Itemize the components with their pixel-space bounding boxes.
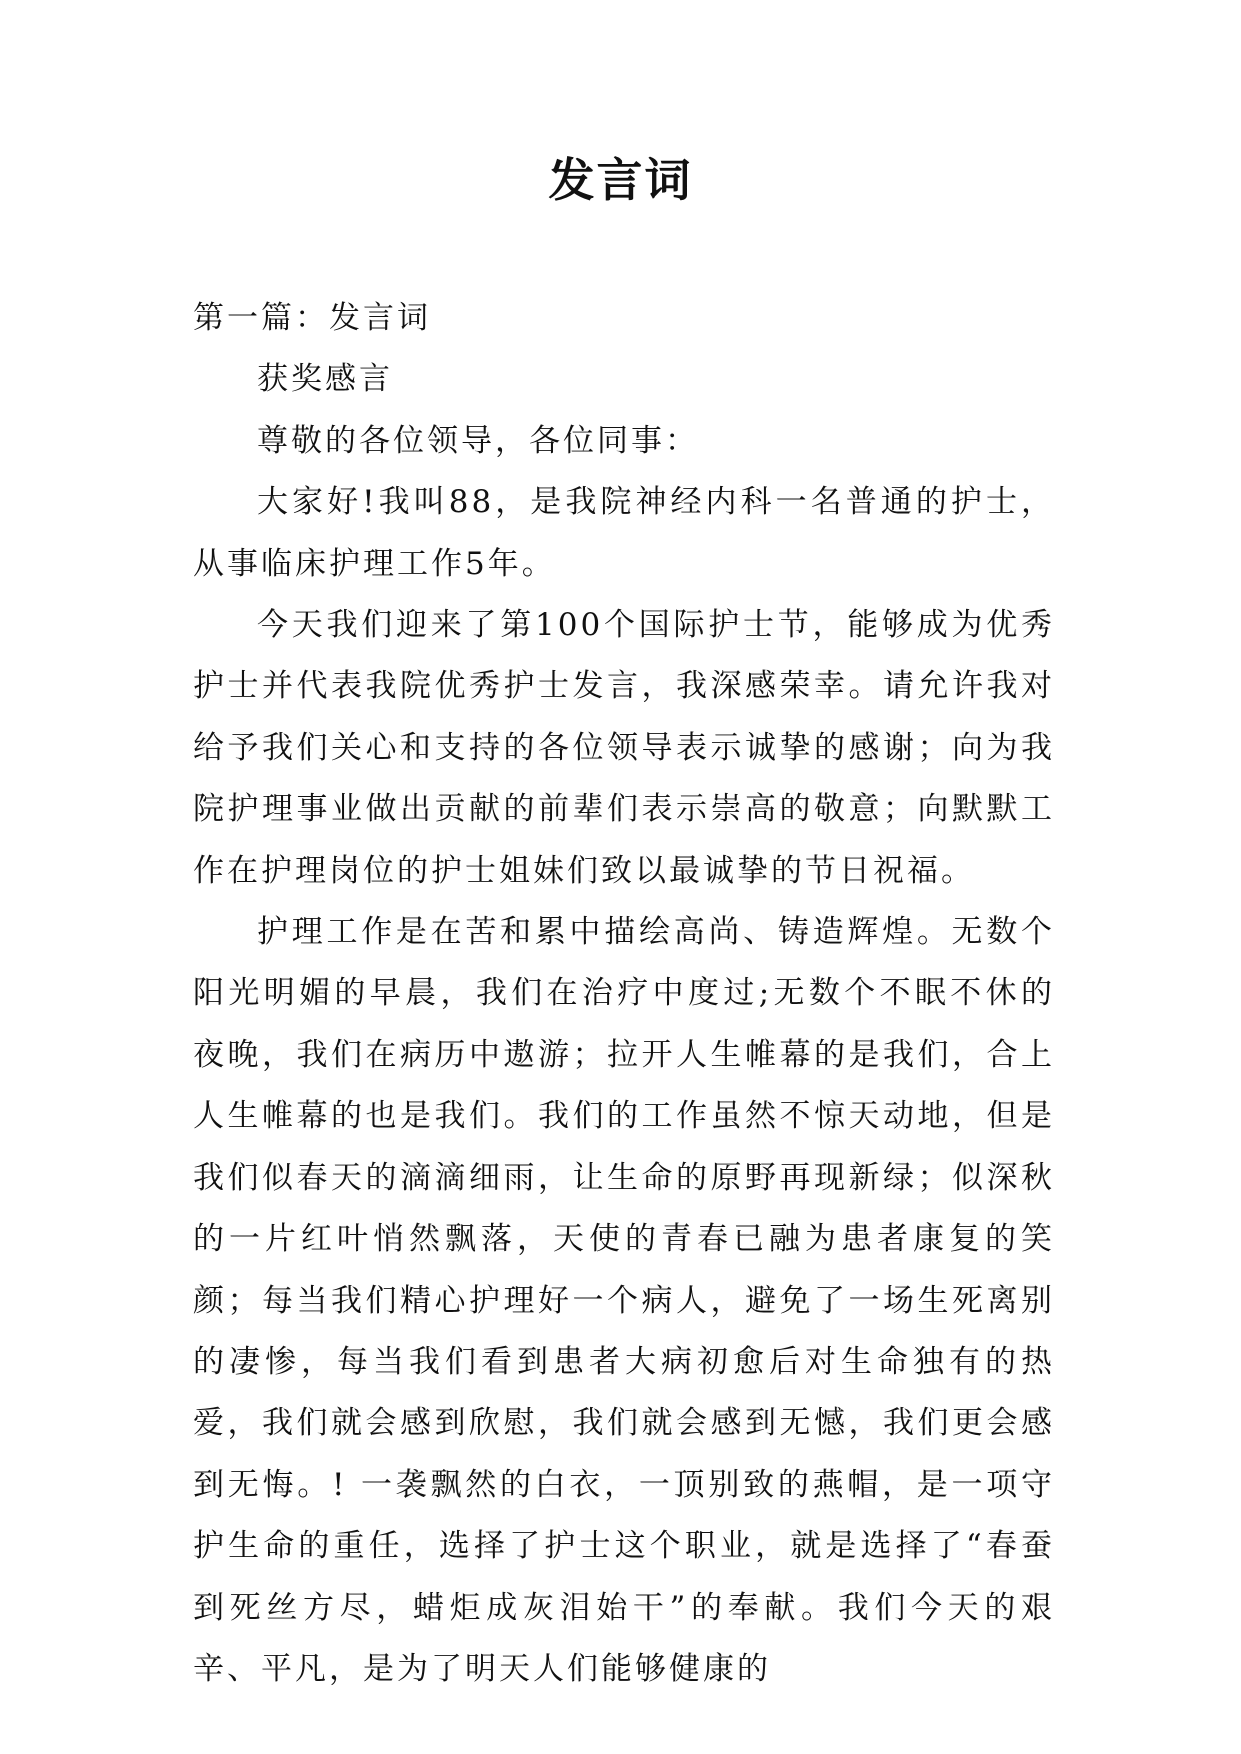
paragraph-nursing-work: 护理工作是在苦和累中描绘高尚、铸造辉煌。无数个阳光明媚的早晨，我们在治疗中度过;无数个不眠不休的夜晚，我们在病历中遨游；拉开人生帷幕的是我们，合上人生帷幕的也是我们。我们的工作虽然不惊天动地，但是我们似春天的滴滴细雨，让生命的原野再现新绿；似深秋的一片红叶悄然飘落，天使的青春已融为患者康复的笑颜；每当我们精心护理好一个病人，避免了一场生死离别的凄惨，每当我们看到患者大病初愈后对生命独有的热爱，我们就会感到欣慰，我们就会感到无憾，我们更会感到无悔。! 一袭飘然的白衣，一顶别致的燕帽，是一项守护生命的重任，选择了护士这个职业，就是选择了“春蚕到死丝方尽，蜡炬成灰泪始干”的奉献。我们今天的艰辛、平凡，是为了明天人们能够健康的 [193, 914, 1055, 1687]
document-body [193, 288, 1055, 1700]
paragraph-salutation: 尊敬的各位领导，各位同事： [257, 422, 699, 459]
paragraph-gratitude: 今天我们迎来了第100个国际护士节，能够成为优秀护士并代表我院优秀护士发言，我深感荣幸。请允许我对给予我们关心和支持的各位领导表示诚挚的感谢；向为我院护理事业做出贡献的前辈们表示崇高的敬意；向默默工作在护理岗位的护士姐妹们致以最诚挚的节日祝福。 [193, 607, 1055, 889]
paragraph-award-speech-title: 获奖感言 [257, 361, 393, 398]
section-heading: 第一篇：发言词 [193, 300, 431, 336]
paragraph-introduction: 大家好!我叫88，是我院神经内科一名普通的护士，从事临床护理工作5年。 [193, 484, 1055, 582]
document-title: 发言词 [548, 153, 693, 207]
